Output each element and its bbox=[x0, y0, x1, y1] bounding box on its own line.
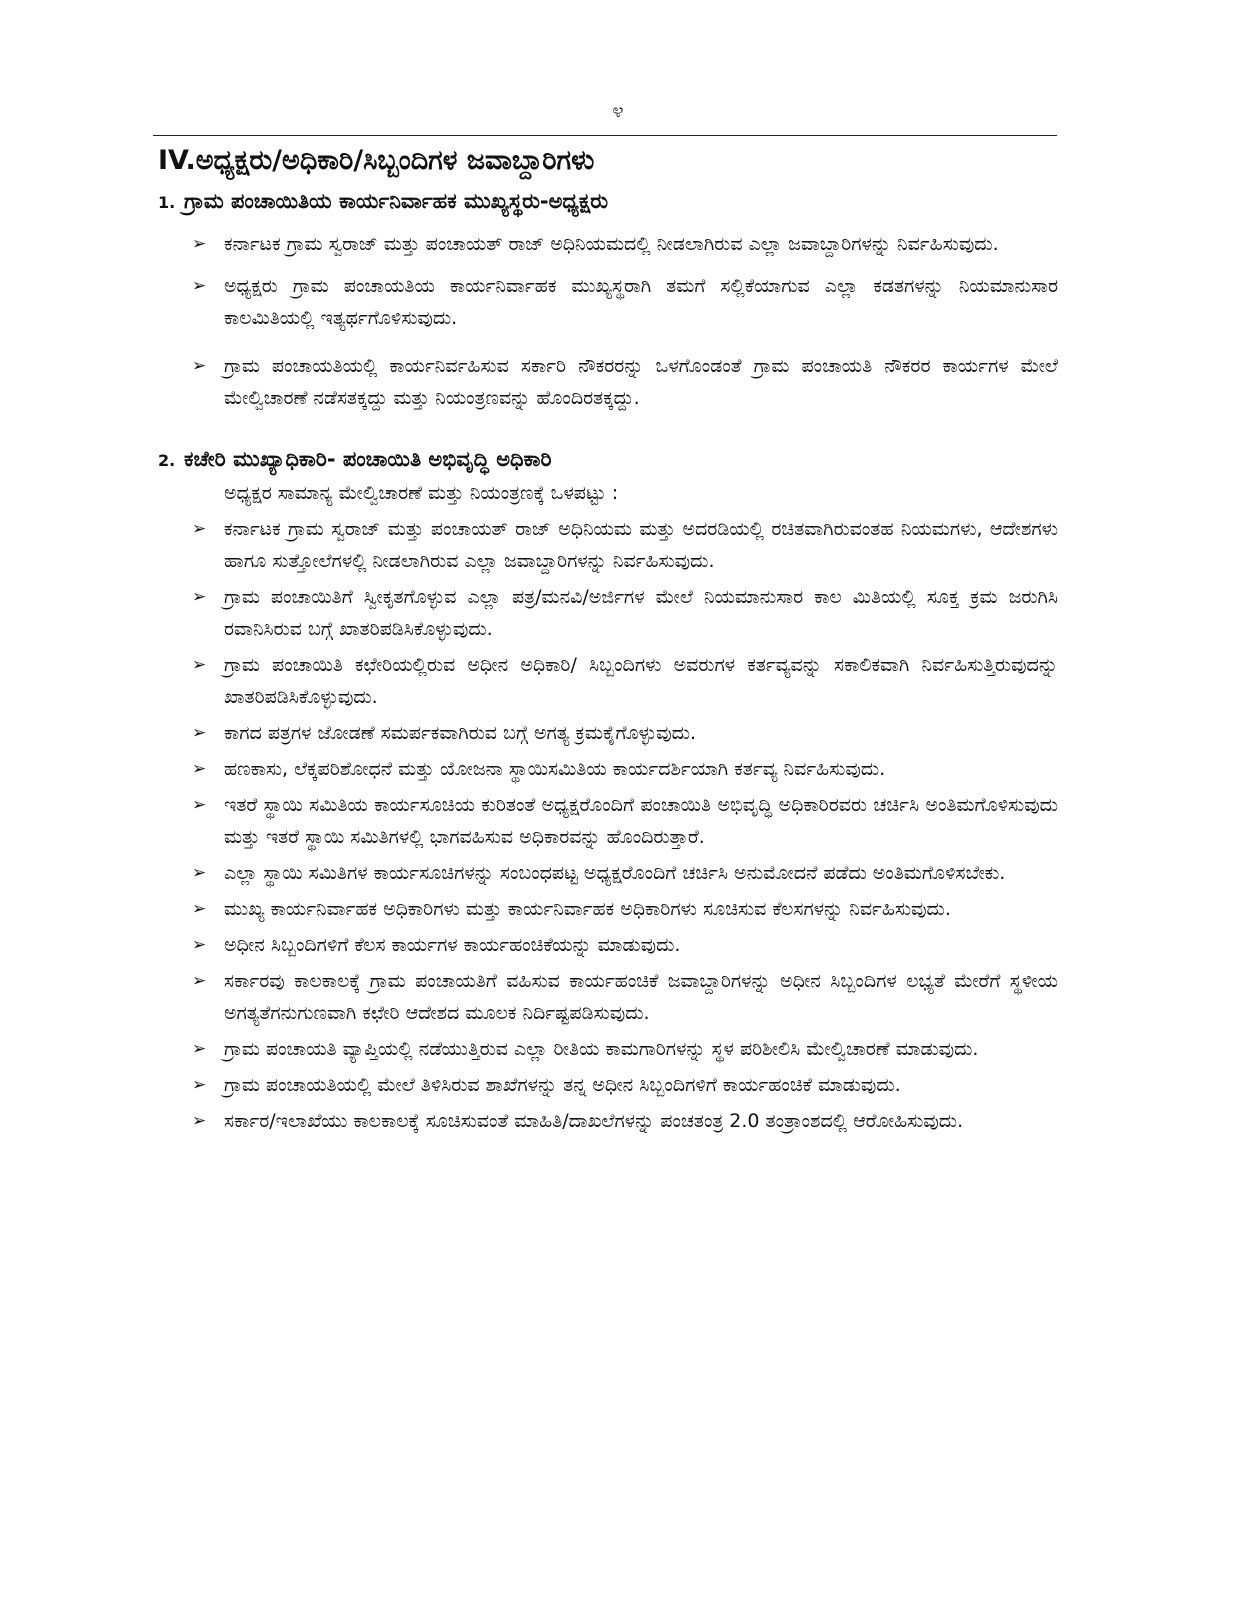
arrow-bullet-icon: ➢ bbox=[192, 356, 207, 376]
section-2-number: 2. bbox=[158, 451, 176, 470]
list-item-text: ಗ್ರಾಮ ಪಂಚಾಯತಿ ವ್ಯಾಪ್ತಿಯಲ್ಲಿ ನಡೆಯುತ್ತಿರುವ ಎಲ್ಲಾ ರೀತಿಯ ಕಾಮಗಾರಿಗಳನ್ನು ಸ್ಥಳ ಪರಿಶೀಲಿಸಿ ಮೇಲ್ವಿಚಾರಣೆ ಮಾಡುವುದು. bbox=[224, 1038, 979, 1060]
list-item-text: ಕರ್ನಾಟಕ ಗ್ರಾಮ ಸ್ವರಾಜ್ ಮತ್ತು ಪಂಚಾಯತ್ ರಾಜ್ ಅಧಿನಿಯಮ ಮತ್ತು ಅದರಡಿಯಲ್ಲಿ ರಚಿತವಾಗಿರುವಂತಹ ನಿಯಮಗಳು, ಆದೇಶಗಳು ಹಾಗೂ ಸುತ್ತೋಲೆಗಳಲ್ಲಿ ನೀಡಲಾಗಿರುವ ಎಲ್ಲಾ ಜವಾಬ್ದಾರಿಗಳನ್ನು ನಿರ್ವಹಿಸುವುದು. bbox=[224, 518, 1058, 572]
main-heading: IV.ಅಧ್ಯಕ್ಷರು/ಅಧಿಕಾರಿ/ಸಿಬ್ಬಂದಿಗಳ ಜವಾಬ್ದಾರಿಗಳು bbox=[158, 145, 595, 176]
arrow-bullet-icon: ➢ bbox=[192, 234, 207, 254]
section-1 bbox=[158, 186, 1058, 414]
list-item bbox=[158, 1069, 1058, 1101]
section-1-heading bbox=[158, 186, 1058, 218]
arrow-bullet-icon: ➢ bbox=[192, 519, 207, 539]
list-item-text: ಹಣಕಾಸು, ಲೆಕ್ಕಪರಿಶೋಧನೆ ಮತ್ತು ಯೋಜನಾ ಸ್ಥಾಯಿಸಮಿತಿಯ ಕಾರ್ಯದರ್ಶಿಯಾಗಿ ಕರ್ತವ್ಯ ನಿರ್ವಹಿಸುವುದು. bbox=[224, 758, 886, 780]
list-item-text: ಕರ್ನಾಟಕ ಗ್ರಾಮ ಸ್ವರಾಜ್ ಮತ್ತು ಪಂಚಾಯತ್ ರಾಜ್ ಅಧಿನಿಯಮದಲ್ಲಿ ನೀಡಲಾಗಿರುವ ಎಲ್ಲಾ ಜವಾಬ್ದಾರಿಗಳನ್ನು ನಿರ್ವಹಿಸುವುದು. bbox=[224, 233, 999, 255]
arrow-bullet-icon: ➢ bbox=[192, 1111, 207, 1131]
arrow-bullet-icon: ➢ bbox=[192, 759, 207, 779]
arrow-bullet-icon: ➢ bbox=[192, 863, 207, 883]
section-1-number: 1. bbox=[158, 193, 176, 212]
section-2-intro: ಅಧ್ಯಕ್ಷರ ಸಾಮಾನ್ಯ ಮೇಲ್ವಿಚಾರಣೆ ಮತ್ತು ನಿಯಂತ್ರಣಕ್ಕೆ ಒಳಪಟ್ಟು : bbox=[224, 482, 619, 504]
list-item-text: ಗ್ರಾಮ ಪಂಚಾಯಿತಿ ಕಛೇರಿಯಲ್ಲಿರುವ ಅಧೀನ ಅಧಿಕಾರಿ/ ಸಿಬ್ಬಂದಿಗಳು ಅವರುಗಳ ಕರ್ತವ್ಯವನ್ನು ಸಕಾಲಿಕವಾಗಿ ನಿರ್ವಹಿಸುತ್ತಿರುವುದನ್ನು ಖಾತರಿಪಡಿಸಿಕೊಳ್ಳುವುದು. bbox=[224, 654, 1058, 708]
section-2-heading bbox=[158, 444, 1058, 476]
arrow-bullet-icon: ➢ bbox=[192, 276, 207, 296]
list-item bbox=[158, 789, 1058, 853]
list-item-text: ಇತರೆ ಸ್ಥಾಯಿ ಸಮಿತಿಯ ಕಾರ್ಯಸೂಚಿಯ ಕುರಿತಂತೆ ಅಧ್ಯಕ್ಷರೊಂದಿಗೆ ಪಂಚಾಯಿತಿ ಅಭಿವೃದ್ಧಿ ಅಧಿಕಾರಿರವರು ಚರ್ಚಿಸಿ ಅಂತಿಮಗೊಳಿಸುವುದು ಮತ್ತು ಇತರೆ ಸ್ಥಾಯಿ ಸಮಿತಿಗಳಲ್ಲಿ ಭಾಗವಹಿಸುವ ಅಧಿಕಾರವನ್ನು ಹೊಂದಿರುತ್ತಾರೆ. bbox=[224, 794, 1058, 848]
list-item-text: ಅಧ್ಯಕ್ಷರು ಗ್ರಾಮ ಪಂಚಾಯತಿಯ ಕಾರ್ಯನಿರ್ವಾಹಕ ಮುಖ್ಯಸ್ಥರಾಗಿ ತಮಗೆ ಸಲ್ಲಿಕೆಯಾಗುವ ಎಲ್ಲಾ ಕಡತಗಳನ್ನು ನಿಯಮಾನುಸಾರ ಕಾಲಮಿತಿಯಲ್ಲಿ ಇತ್ಯರ್ಥಗೊಳಿಸುವುದು. bbox=[224, 275, 1058, 329]
arrow-bullet-icon: ➢ bbox=[192, 1075, 207, 1095]
page-number: ೪ bbox=[612, 98, 624, 122]
list-item bbox=[158, 753, 1058, 785]
section-2 bbox=[158, 444, 1058, 1137]
list-item bbox=[158, 513, 1058, 577]
arrow-bullet-icon: ➢ bbox=[192, 935, 207, 955]
arrow-bullet-icon: ➢ bbox=[192, 795, 207, 815]
list-item-text: ಎಲ್ಲಾ ಸ್ಥಾಯಿ ಸಮಿತಿಗಳ ಕಾರ್ಯಸೂಚಿಗಳನ್ನು ಸಂಬಂಧಪಟ್ಟ ಅಧ್ಯಕ್ಷರೊಂದಿಗೆ ಚರ್ಚಿಸಿ ಅನುಮೋದನೆ ಪಡೆದು ಅಂತಿಮಗೊಳಿಸಬೇಕು. bbox=[224, 862, 1006, 884]
section-1-list bbox=[158, 228, 1058, 414]
section-2-title: ಕಚೇರಿ ಮುಖ್ಯಾಧಿಕಾರಿ- ಪಂಚಾಯಿತಿ ಅಭಿವೃದ್ಧಿ ಅಧಿಕಾರಿ bbox=[184, 447, 552, 471]
list-item bbox=[158, 893, 1058, 925]
list-item bbox=[158, 717, 1058, 749]
list-item-text: ಗ್ರಾಮ ಪಂಚಾಯತಿಯಲ್ಲಿ ಕಾರ್ಯನಿರ್ವಹಿಸುವ ಸರ್ಕಾರಿ ನೌಕರರನ್ನು ಒಳಗೊಂಡಂತೆ ಗ್ರಾಮ ಪಂಚಾಯತಿ ನೌಕರರ ಕಾರ್ಯಗಳ ಮೇಲೆ ಮೇಲ್ವಿಚಾರಣೆ ನಡೆಸತಕ್ಕದ್ದು ಮತ್ತು ನಿಯಂತ್ರಣವನ್ನು ಹೊಂದಿರತಕ್ಕದ್ದು. bbox=[224, 355, 1058, 409]
arrow-bullet-icon: ➢ bbox=[192, 587, 207, 607]
list-item-text: ಅಧೀನ ಸಿಬ್ಬಂದಿಗಳಿಗೆ ಕೆಲಸ ಕಾರ್ಯಗಳ ಕಾರ್ಯಹಂಚಿಕೆಯನ್ನು ಮಾಡುವುದು. bbox=[224, 934, 681, 956]
list-item-text: ಗ್ರಾಮ ಪಂಚಾಯತಿಯಲ್ಲಿ ಮೇಲೆ ತಿಳಿಸಿರುವ ಶಾಖೆಗಳನ್ನು ತನ್ನ ಅಧೀನ ಸಿಬ್ಬಂದಿಗಳಿಗೆ ಕಾರ್ಯಹಂಚಿಕೆ ಮಾಡುವುದು. bbox=[224, 1074, 901, 1096]
list-item bbox=[158, 1105, 1058, 1137]
arrow-bullet-icon: ➢ bbox=[192, 655, 207, 675]
list-item bbox=[158, 228, 1058, 260]
arrow-bullet-icon: ➢ bbox=[192, 971, 207, 991]
list-item bbox=[158, 649, 1058, 713]
document-body bbox=[158, 142, 1058, 1137]
section-1-title: ಗ್ರಾಮ ಪಂಚಾಯಿತಿಯ ಕಾರ್ಯನಿರ್ವಾಹಕ ಮುಖ್ಯಸ್ಥರು-ಅಧ್ಯಕ್ಷರು bbox=[184, 189, 609, 213]
list-item-text: ಕಾಗದ ಪತ್ರಗಳ ಜೋಡಣೆ ಸಮರ್ಪಕವಾಗಿರುವ ಬಗ್ಗೆ ಅಗತ್ಯ ಕ್ರಮಕೈಗೊಳ್ಳುವುದು. bbox=[224, 722, 697, 744]
list-item bbox=[158, 350, 1058, 414]
arrow-bullet-icon: ➢ bbox=[192, 899, 207, 919]
list-item-text: ಸರ್ಕಾರವು ಕಾಲಕಾಲಕ್ಕೆ ಗ್ರಾಮ ಪಂಚಾಯತಿಗೆ ವಹಿಸುವ ಕಾರ್ಯಹಂಚಿಕೆ ಜವಾಬ್ದಾರಿಗಳನ್ನು ಅಧೀನ ಸಿಬ್ಬಂದಿಗಳ ಲಭ್ಯತೆ ಮೇರೆಗೆ ಸ್ಥಳೀಯ ಅಗತ್ಯತೆಗನುಗುಣವಾಗಿ ಕಛೇರಿ ಆದೇಶದ ಮೂಲಕ ನಿರ್ದಿಷ್ಟಪಡಿಸುವುದು. bbox=[224, 970, 1058, 1024]
arrow-bullet-icon: ➢ bbox=[192, 1039, 207, 1059]
list-item bbox=[158, 929, 1058, 961]
list-item-text: ಮುಖ್ಯ ಕಾರ್ಯನಿರ್ವಾಹಕ ಅಧಿಕಾರಿಗಳು ಮತ್ತು ಕಾರ್ಯನಿರ್ವಾಹಕ ಅಧಿಕಾರಿಗಳು ಸೂಚಿಸುವ ಕೆಲಸಗಳನ್ನು ನಿರ್ವಹಿಸುವುದು. bbox=[224, 898, 951, 920]
list-item bbox=[158, 270, 1058, 334]
list-item bbox=[158, 857, 1058, 889]
list-item bbox=[158, 1033, 1058, 1065]
list-item-text: ಗ್ರಾಮ ಪಂಚಾಯಿತಿಗೆ ಸ್ವೀಕೃತಗೊಳ್ಳುವ ಎಲ್ಲಾ ಪತ್ರ/ಮನವಿ/ಅರ್ಜಿಗಳ ಮೇಲೆ ನಿಯಮಾನುಸಾರ ಕಾಲ ಮಿತಿಯಲ್ಲಿ ಸೂಕ್ತ ಕ್ರಮ ಜರುಗಿಸಿ ರವಾನಿಸಿರುವ ಬಗ್ಗೆ ಖಾತರಿಪಡಿಸಿಕೊಳ್ಳುವುದು. bbox=[224, 586, 1058, 640]
section-2-list bbox=[158, 513, 1058, 1137]
header-rule bbox=[153, 135, 1057, 136]
list-item-text: ಸರ್ಕಾರ/ಇಲಾಖೆಯು ಕಾಲಕಾಲಕ್ಕೆ ಸೂಚಿಸುವಂತೆ ಮಾಹಿತಿ/ದಾಖಲೆಗಳನ್ನು ಪಂಚತಂತ್ರ 2.0 ತಂತ್ರಾಂಶದಲ್ಲಿ ಆರೋಹಿಸುವುದು. bbox=[224, 1110, 964, 1132]
list-item bbox=[158, 965, 1058, 1029]
list-item bbox=[158, 581, 1058, 645]
arrow-bullet-icon: ➢ bbox=[192, 723, 207, 743]
